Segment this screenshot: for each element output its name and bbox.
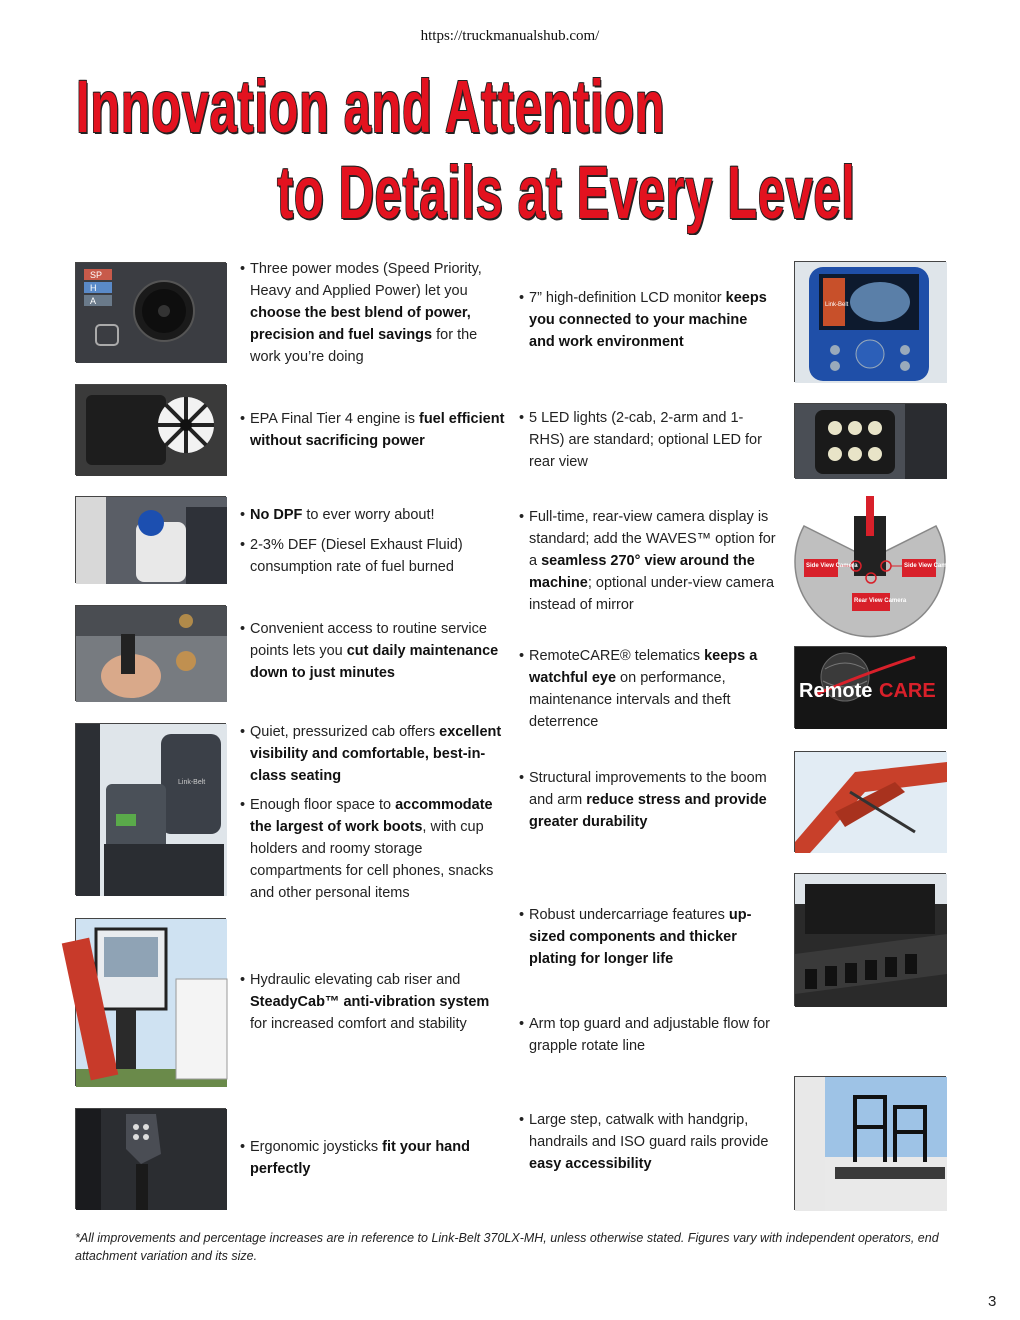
bullet-item: [519, 407, 774, 473]
joystick-photo: [75, 1108, 226, 1209]
feature-cab: [240, 721, 505, 904]
bold-text: choose the best blend of power, precision and fuel savings: [250, 305, 471, 343]
feature-accessibility: [519, 1109, 774, 1175]
power-mode-label: A: [90, 296, 97, 306]
body-text: Large step, catwalk with handgrip, handrails and ISO guard rails provide: [529, 1112, 769, 1150]
body-text: Arm top guard and adjustable flow for grapple rotate line: [529, 1016, 770, 1054]
bullet-item: [519, 1013, 774, 1057]
bullet-item: [240, 794, 505, 904]
bold-text: SteadyCab™ anti-vibration system: [250, 994, 490, 1010]
bold-text: easy accessibility: [529, 1156, 652, 1172]
feature-service-access: [240, 618, 505, 684]
title-line-2: to Details at Every Level: [277, 151, 856, 234]
body-text: 2-3% DEF (Diesel Exhaust Fluid) consumption rate of fuel burned: [250, 537, 463, 575]
body-text: Three power modes (Speed Priority, Heavy and Applied Power) let you: [250, 261, 482, 299]
body-text: Robust undercarriage features: [529, 907, 729, 923]
elevated-cab-photo: [75, 918, 226, 1086]
camera-label: Side View Camera: [806, 563, 858, 569]
bullet-item: [519, 645, 774, 733]
bullet-item: [519, 287, 774, 353]
page-number: 3: [988, 1293, 997, 1310]
bullet-item: [240, 969, 505, 1035]
body-text: for the work you’re doing: [250, 327, 478, 365]
body-text: Full-time, rear-view camera display is standard; add the WAVES™ option for a: [529, 509, 776, 569]
feature-joysticks: [240, 1136, 470, 1180]
remotecare-logo: [794, 646, 946, 728]
remotecare-text-b: CARE: [879, 680, 936, 702]
body-text: EPA Final Tier 4 engine is: [250, 411, 419, 427]
source-url[interactable]: https://truckmanualshub.com/: [420, 28, 600, 44]
bullet-item: [519, 767, 774, 833]
lcd-monitor-photo: [794, 261, 946, 382]
bold-text: cut daily maintenance down to just minutes: [250, 643, 499, 681]
feature-rear-camera: [519, 506, 781, 616]
bold-text: fuel efficient without sacrificing power: [250, 411, 505, 449]
led-light-photo: [794, 403, 946, 478]
lcd-brand: Link-Belt: [825, 302, 849, 308]
feature-undercarriage: [519, 904, 774, 970]
body-text: Enough floor space to: [250, 797, 396, 813]
title-line-1: Innovation and Attention: [76, 65, 666, 148]
camera-label: Side View Camera: [904, 563, 956, 569]
body-text: , with cup holders and roomy storage compartments for cell phones, snacks and other personal items: [250, 819, 494, 901]
body-text: Convenient access to routine service points lets you: [250, 621, 487, 659]
footnote: *All improvements and percentage increases are in reference to Link-Belt 370LX-MH, unless otherwise stated. Figures vary with independent operators, end attachment variation and its size.: [75, 1231, 939, 1263]
feature-lcd-monitor: [519, 287, 774, 353]
feature-power-modes: [240, 258, 505, 368]
bold-text: No DPF: [250, 507, 303, 523]
bullet-item: [240, 534, 505, 578]
bold-text: accommodate the largest of work boots: [250, 797, 493, 835]
power-mode-dial-photo: [75, 262, 226, 362]
body-text: Ergonomic joysticks: [250, 1139, 383, 1155]
bullet-item: [240, 1136, 470, 1180]
bullet-item: [240, 408, 505, 452]
body-text: to ever worry about!: [302, 507, 435, 523]
body-text: on performance, maintenance intervals and theft deterrence: [529, 670, 731, 730]
feature-remotecare: [519, 645, 774, 733]
feature-cab-riser: [240, 969, 505, 1035]
bullet-item: [519, 506, 781, 616]
bold-text: seamless 270° view around the machine: [529, 553, 755, 591]
seat-brand: Link-Belt: [178, 779, 206, 786]
bullet-item: [240, 618, 505, 684]
bold-text: excellent visibility and comfortable, best-in-class seating: [250, 724, 502, 784]
bullet-item: [519, 1109, 774, 1175]
feature-engine: [240, 408, 505, 452]
bullet-item: [240, 504, 505, 526]
bold-text: keeps you connected to your machine and work environment: [529, 290, 767, 350]
undercarriage-photo: [794, 873, 946, 1006]
remotecare-text-a: Remote: [799, 680, 873, 702]
service-point-photo: [75, 605, 226, 701]
power-mode-label: SP: [90, 270, 103, 280]
camera-label: Rear View Camera: [854, 598, 907, 604]
bold-text: up-sized components and thicker plating for longer life: [529, 907, 752, 967]
boom-arm-photo: [794, 751, 946, 852]
body-text: Structural improvements to the boom and arm: [529, 770, 767, 808]
body-text: ; optional under-view camera instead of mirror: [529, 575, 775, 613]
bold-text: fit your hand perfectly: [250, 1139, 470, 1177]
cab-seat-photo: [75, 723, 226, 895]
bullet-item: [240, 721, 505, 787]
def-tank-photo: [75, 496, 226, 583]
feature-led-lights: [519, 407, 774, 473]
feature-structural: [519, 767, 774, 833]
catwalk-handrail-photo: [794, 1076, 946, 1210]
bold-text: keeps a watchful eye: [529, 648, 758, 686]
body-text: for increased comfort and stability: [250, 1016, 467, 1032]
bullet-item: [519, 904, 774, 970]
body-text: Hydraulic elevating cab riser and: [250, 972, 461, 988]
feature-arm-guard: [519, 1013, 774, 1057]
bold-text: reduce stress and provide greater durability: [529, 792, 767, 830]
body-text: 5 LED lights (2-cab, 2-arm and 1-RHS) are standard; optional LED for rear view: [529, 410, 762, 470]
camera-view-diagram: [794, 496, 956, 623]
body-text: 7” high-definition LCD monitor: [529, 290, 726, 306]
power-mode-label: H: [90, 283, 97, 293]
body-text: RemoteCARE® telematics: [529, 648, 705, 664]
body-text: Quiet, pressurized cab offers: [250, 724, 440, 740]
bullet-item: [240, 258, 505, 368]
engine-photo: [75, 384, 226, 475]
feature-no-dpf: [240, 504, 505, 578]
